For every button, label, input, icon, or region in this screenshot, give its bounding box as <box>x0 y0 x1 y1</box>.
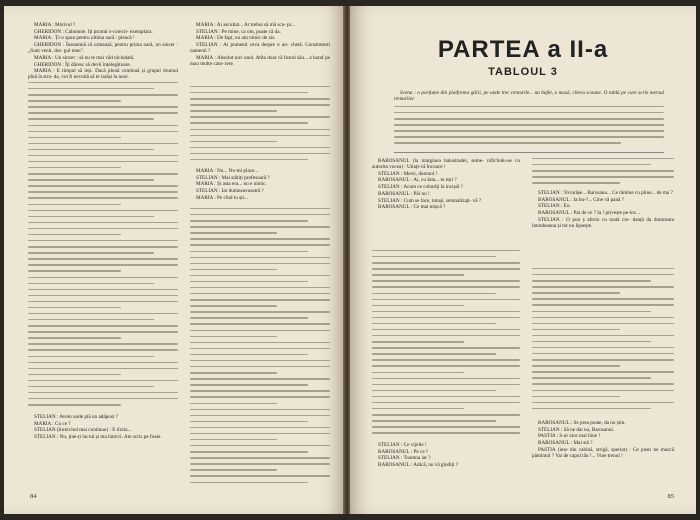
section-divider <box>394 152 664 153</box>
dialogue-line: MARIA : De fapt, nu am nimic de zis. <box>196 35 276 42</box>
dialogue-line: STELIAN : Eu. <box>538 203 571 210</box>
dialogue-line: BAROSANUL : Ai, cu ăsta... tu ești ? <box>378 177 457 184</box>
dialogue-line: STELIAN : Pe mine, ca om, poate că da. <box>196 28 281 35</box>
dialogue-line: MARIA : Motivul ? <box>34 22 76 28</box>
left-column-2-text-lines <box>190 86 330 166</box>
right-column-1-bottom <box>372 442 520 492</box>
dialogue-line: STELIAN : Ai pomenit ceva despre o an- chetă. Consimtesti oamenii ? <box>190 42 330 55</box>
dialogue-line: GHERIDON : Cubonnie. Iți promit s-corecti- exemplara. <box>34 28 153 35</box>
scene-title: TABLOUL 3 <box>488 66 558 78</box>
dialogue-line: STELIAN : Ce vijelie ! <box>378 442 427 448</box>
dialogue-line: MARIA : Pe cînd tu ști... <box>196 194 248 201</box>
right-column-2 <box>532 190 674 266</box>
dialogue-line: BAROSANUL : Pe ce ? <box>378 448 429 455</box>
dialogue-line: MARIA : Și asta era... nu e nimic. <box>196 181 267 188</box>
dialogue-line: MARIA : Nu... Nu-mi place... <box>196 168 259 174</box>
right-column-2-text-lines-top <box>532 158 674 188</box>
dialogue-line: GHERIDON : Înseamnă că urmează, pentru prima oară, un sincer : „Sunt venit, dra- gul meu". <box>28 42 178 55</box>
right-column-2-text-lines-mid <box>532 268 674 418</box>
dialogue-line: BAROSANUL : Adică, nu vă gîndiți ? <box>378 462 459 469</box>
dialogue-line: STELIAN : Acum ce coborîți la inciștă ? <box>378 184 463 191</box>
dialogue-line: BAROSANUL : Ce mai mișcă ? <box>378 204 446 211</box>
dialogue-line: BAROSANUL : Pai de ce ? Ia ! privește pe-loc... <box>538 210 641 217</box>
stage-directions-lines <box>394 106 664 148</box>
left-column-2-text-lines-lower <box>190 208 330 488</box>
part-title: PARTEA a II-a <box>437 36 609 63</box>
dialogue-line: MARIA : Ai ascultat... Ar trebui să mă sca- pi... <box>196 22 295 28</box>
dialogue-line: STELIAN : Mai stătiți profesoară ? <box>196 174 270 181</box>
dialogue-line: MARIA : E timpul să ieși. Dacă plouă continuă și grupul drumul pînă la stra- da, voi fi nevoită să te iarăși la nooi. <box>28 68 178 81</box>
right-column-2-bottom <box>532 420 674 492</box>
dialogue-line: STELIAN : Iar dumneavoastră ? <box>196 188 264 195</box>
dialogue-line: GHERIDON : Îți dăresc să devii înțelegătoare. <box>34 61 131 68</box>
left-column-1-text-lines <box>28 82 178 412</box>
dialogue-line: STELIAN : Mersi, domnul ! <box>378 170 438 177</box>
dialogue-line: BAROSANUL (la marginea balustradei, seme- nificîndu-se cu autorita vocea) : Uitați-vă încoace ! <box>372 158 520 171</box>
dialogue-line: BAROSANUL : Ia bu-?... Cine vă pană ? <box>538 196 624 203</box>
dialogue-line: BAROSANUL : Se prea poate, da nu știu. <box>538 420 626 426</box>
stage-intro: Scena : o porțiune din platforma gării, pe unde trec trenurile... un bufet, o masă, cîteva scaune. O tablă pe care scrie mersul trenurilor. <box>394 90 664 103</box>
left-page <box>4 6 344 514</box>
right-page <box>350 6 696 514</box>
page-number-right: 85 <box>667 493 674 500</box>
left-column-2 <box>190 22 330 82</box>
stage-directions <box>394 90 664 104</box>
right-column-1 <box>372 158 520 248</box>
page-number-left: 84 <box>30 493 37 500</box>
dialogue-line: STELIAN : Toamna iar ? <box>378 455 431 462</box>
dialogue-line: MARIA : Un sincer : să nu te mai văd niciodată. <box>34 54 135 61</box>
dialogue-line: STELIAN : O pun ș aferin cu toată cre- danță da dumneata întotdeauna și tot nu lipsește. <box>532 216 674 229</box>
dialogue-line: STELIAN : Tovarășe... Barosanu... Ce rămîne cu pîine... de ma ? <box>538 190 673 196</box>
dialogue-line: PASTIA (iese din cabină, strigă, speriat) : Ce pusti ne muscă pămîntul ? Vai de capul tău !... Vine trenul ! <box>532 446 674 459</box>
dialogue-line: STELIAN : Cum se face, totuși, semnalizați- vă ? <box>378 197 482 204</box>
right-column-1-text-lines <box>372 250 520 440</box>
dialogue-line: STELIAN : Să ne dai nu, Barosanul. <box>538 426 615 433</box>
dialogue-line: STELIAN (încercind mai continuu) : E tîrziu... <box>34 427 132 434</box>
dialogue-line: MARIA : Ți-o spun pentru ultima oară : pleacă ! <box>34 35 135 42</box>
dialogue-line: PASTIA : S-ar zice mai bine ! <box>538 433 601 440</box>
left-column-1-bottom <box>28 414 178 484</box>
dialogue-line: STELIAN : Avem unde plă un adăpost ? <box>34 414 118 420</box>
dialogue-line: MARIA : Cu ce ? <box>34 420 71 427</box>
left-column-2-middle <box>190 168 330 204</box>
dialogue-line: STELIAN : Nu, ține-ți lucrul și ma întorci. Am scris pe foaie. <box>34 434 162 441</box>
dialogue-line: BAROSANUL : Mai stă ? <box>538 440 593 447</box>
dialogue-line: BAROSANUL : Păi nu ! <box>378 190 430 197</box>
dialogue-line: MARIA : Absolut nici unul. Atîta doar că fostul său... a haraf pe mau multe cam- tere. <box>190 54 330 67</box>
